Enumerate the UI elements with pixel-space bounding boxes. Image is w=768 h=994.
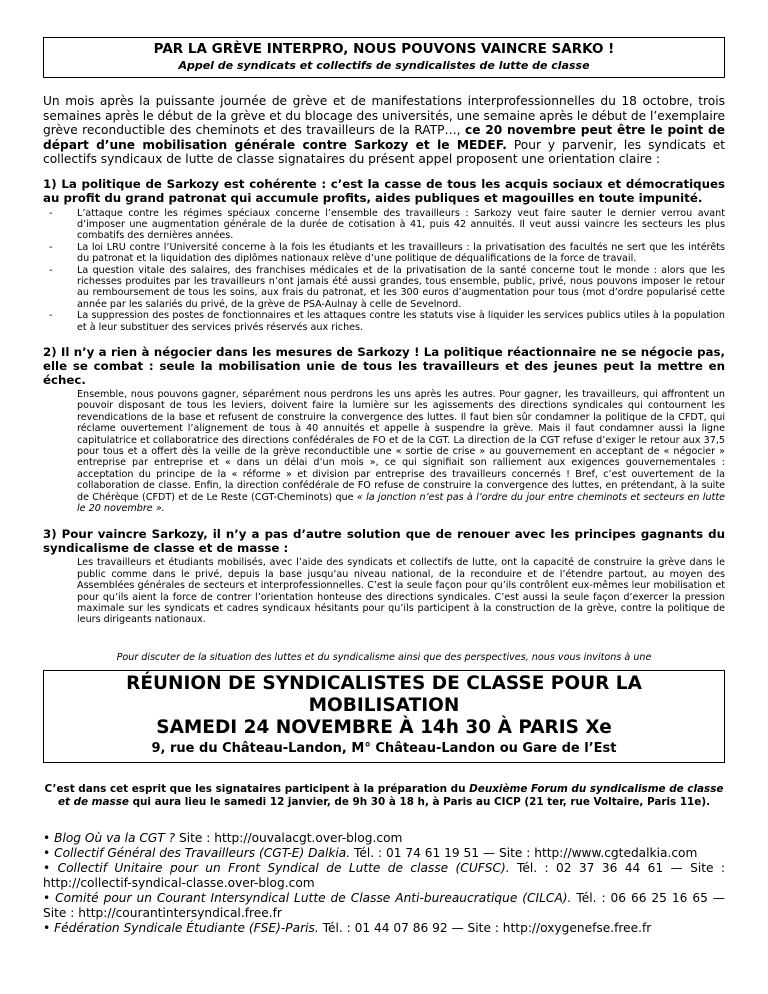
- dash-marker: -: [49, 241, 53, 253]
- contact-item: [43, 861, 725, 891]
- contact-item: [43, 921, 725, 936]
- list-item-text: L’attaque contre les régimes spéciaux concerne l’ensemble des travailleurs : Sarkozy veut faire sauter le dernier verrou avant d’imposer une augmentation générale de la durée de cotisation à 41, puis 42 annuités. Il veut aussi vaincre les secteurs les plus combatifs des dernières années.: [77, 207, 725, 242]
- section2-quote: « la jonction n’est pas à l’ordre du jour entre cheminots et secteurs en lutte le 20 novembre ».: [77, 491, 725, 515]
- list-item-text: La loi LRU contre l’Université concerne à la fois les étudiants et les travailleurs : la privatisation des facultés ne sert que les intérêts du patronat et la liquidation des diplômes nationaux relève d’une politique de déqualifications de la force de travail.: [77, 241, 725, 265]
- header-box: [43, 37, 725, 78]
- dash-marker: -: [49, 264, 53, 276]
- contact-info: Site : http://ouvalacgt.over-blog.com: [178, 830, 403, 845]
- contact-name: Fédération Syndicale Étudiante (FSE)-Paris.: [54, 920, 319, 935]
- section3-body: Les travailleurs et étudiants mobilisés, avec l’aide des syndicats et collectifs de lutte, ont la capacité de construire la grève dans le public comme dans le privé, depuis la base jusqu’au niveau national, de la reconduire et de l’étendre partout, au moyen des Assemblées générales de secteurs et interprofessionnelles. C’est la seule façon pour qu’ils contrôlent eux-mêmes leur mobilisation et pour qu’ils aient la force de contrer l’orientation honteuse des directions syndicales. C’est aussi la seule façon d’exercer la pression maximale sur les syndicats et cadres syndicaux hésitants pour qu’ils participent à la construction de la grève, contre la politique de leurs dirigeants nationaux.: [77, 557, 725, 626]
- dash-marker: -: [49, 207, 53, 219]
- meeting-heading: RÉUNION DE SYNDICALISTES DE CLASSE POUR LA MOBILISATION: [126, 672, 642, 716]
- forum-paragraph: [43, 783, 725, 809]
- meeting-address: 9, rue du Château-Landon, M° Château-Landon ou Gare de l’Est: [151, 740, 617, 756]
- contact-item: [43, 846, 725, 861]
- contact-info: Tél. : 01 74 61 19 51 — Site : http://www.cgtedalkia.com: [354, 845, 698, 860]
- section2-body: [77, 389, 725, 514]
- meeting-box: [43, 670, 725, 763]
- list-item: [49, 207, 725, 242]
- intro-text-1: Un mois après la puissante journée de grève et de manifestations interprofessionnelles du 18 octobre, trois semaines après le début de la grève et du blocage des universités, une semaine après le début de l’exemplaire grève reconductible des cheminots et des travailleurs de la RATP…,: [43, 94, 726, 137]
- section2-body-text: Ensemble, nous pouvons gagner, séparément nous perdrons les uns après les autres. Pour gagner, les travailleurs, qui affrontent un pouvoir disposant de tous les leviers, doivent faire la lumière sur les agissements des directions syndicales qui contournent les revendications de la base et refusent de construire la convergence des luttes. Il faut bien sûr condamner la politique de la CFDT, qui réclame ouvertement l’alignement de tous à 40 annuités et appelle à suspendre la grève. Mais il faut condamner aussi la ligne capitulatrice et collaboratrice des directions confédérales de FO et de la CGT. La direction de la CGT refuse d’exiger le retour aux 37,5 pour tous et a offert dès la veille de la grève reconductible une « sortie de crise » au gouvernement en acceptant de « négocier » entreprise par entreprise et « dans un délai d’un mois », ce qui signifiait son ralliement aux exigences gouvernementales : acceptation du principe de la « réforme » et division par entreprise des travailleurs concernés ! Bref, c’est ouvertement de la collaboration de classe. Enfin, la direction confédérale de FO refuse de construire la convergence des luttes, en prétendant, à la suite de Chérèque (CFDT) et de Le Reste (CGT-Cheminots) que: [77, 388, 725, 503]
- list-item-text: La suppression des postes de fonctionnaires et les attaques contre les statuts vise à liquider les services publics utiles à la population et à leur substituer des services privés réservés aux riches.: [77, 310, 725, 333]
- intro-bold-text: ce 20 novembre peut être le point de départ d’une mobilisation générale contre Sarkozy et le MEDEF.: [43, 123, 726, 152]
- section2-title: 2) Il n’y a rien à négocier dans les mesures de Sarkozy ! La politique réactionnaire ne se négocie pas, elle se combat : seule la mobilisation unie de tous les travailleurs et des jeunes peut la mettre en échec.: [43, 344, 725, 387]
- contact-info: Tél. : 06 66 25 16 65 — Site : http://courantintersyndical.free.fr: [43, 890, 725, 920]
- intro-text-2: Pour y parvenir, les syndicats et collectifs syndicaux de lutte de classe signataires du présent appel proposent une orientation claire :: [43, 137, 726, 166]
- list-item: [49, 310, 725, 333]
- contact-name: Collectif Unitaire pour un Front Syndical de Lutte de classe (CUFSC).: [57, 860, 510, 875]
- forum-text-a: C’est dans cet esprit que les signataires participent à la préparation du: [44, 782, 466, 795]
- bullet-marker: •: [43, 860, 51, 875]
- bullet-marker: •: [43, 890, 51, 905]
- section1-title: 1) La politique de Sarkozy est cohérente : c’est la casse de tous les acquis sociaux et démocratiques au profit du grand patronat qui accumule profits, aides publiques et magouilles en toute impunité.: [43, 176, 725, 205]
- dash-marker: -: [49, 310, 53, 322]
- bullet-marker: •: [43, 830, 51, 845]
- contact-item: [43, 831, 725, 846]
- contact-item: [43, 891, 725, 921]
- list-item-text: La question vitale des salaires, des franchises médicales et de la privatisation de la santé concerne tout le monde : alors que les richesses produites par les travailleurs n’ont jamais été aussi grandes, tous ensemble, public, privé, nous pouvons imposer le retour au remboursement de tous les soins, aux frais du patronat, et les 300 euros d’augmentation pour tous (mot d’ordre popularisé cette année par les salariés du privé, de la grève de PSA-Aulnay à celle de Sevelnord.: [77, 264, 725, 310]
- bullet-marker: •: [43, 845, 51, 860]
- contact-name: Collectif Général des Travailleurs (CGT-E) Dalkia.: [54, 845, 351, 860]
- contact-info: Tél. : 02 37 36 44 61 — Site : http://collectif-syndical-classe.over-blog.com: [43, 860, 725, 890]
- list-item: [49, 264, 725, 311]
- invite-text: Pour discuter de la situation des luttes et du syndicalisme ainsi que des perspectives, nous vous invitons à une: [116, 651, 652, 663]
- page-title: PAR LA GRÈVE INTERPRO, NOUS POUVONS VAINCRE SARKO !: [153, 41, 615, 57]
- contacts-list: [43, 831, 725, 936]
- forum-text-c: qui aura lieu le samedi 12 janvier, de 9h 30 à 18 h, à Paris au CICP (21 ter, rue Voltaire, Paris 11e).: [132, 795, 711, 808]
- list-item: [49, 241, 725, 265]
- section1-bullet-list: [43, 208, 725, 333]
- forum-name: Deuxième Forum du syndicalisme de classe et de masse: [57, 782, 724, 808]
- contact-name: Comité pour un Courant Intersyndical Lutte de Classe Anti-bureaucratique (CILCA).: [55, 890, 572, 905]
- meeting-date: SAMEDI 24 NOVEMBRE À 14h 30 À PARIS Xe: [156, 716, 612, 738]
- bullet-marker: •: [43, 920, 51, 935]
- page-subtitle: Appel de syndicats et collectifs de syndicalistes de lutte de classe: [178, 59, 590, 72]
- intro-paragraph: [43, 94, 725, 167]
- section3-title: 3) Pour vaincre Sarkozy, il n’y a pas d’autre solution que de renouer avec les principes gagnants du syndicalisme de classe et de masse :: [43, 527, 725, 556]
- contact-info: Tél. : 01 44 07 86 92 — Site : http://oxygenefse.free.fr: [322, 920, 652, 935]
- contact-name: Blog Où va la CGT ?: [54, 830, 176, 845]
- document-page: [43, 37, 725, 936]
